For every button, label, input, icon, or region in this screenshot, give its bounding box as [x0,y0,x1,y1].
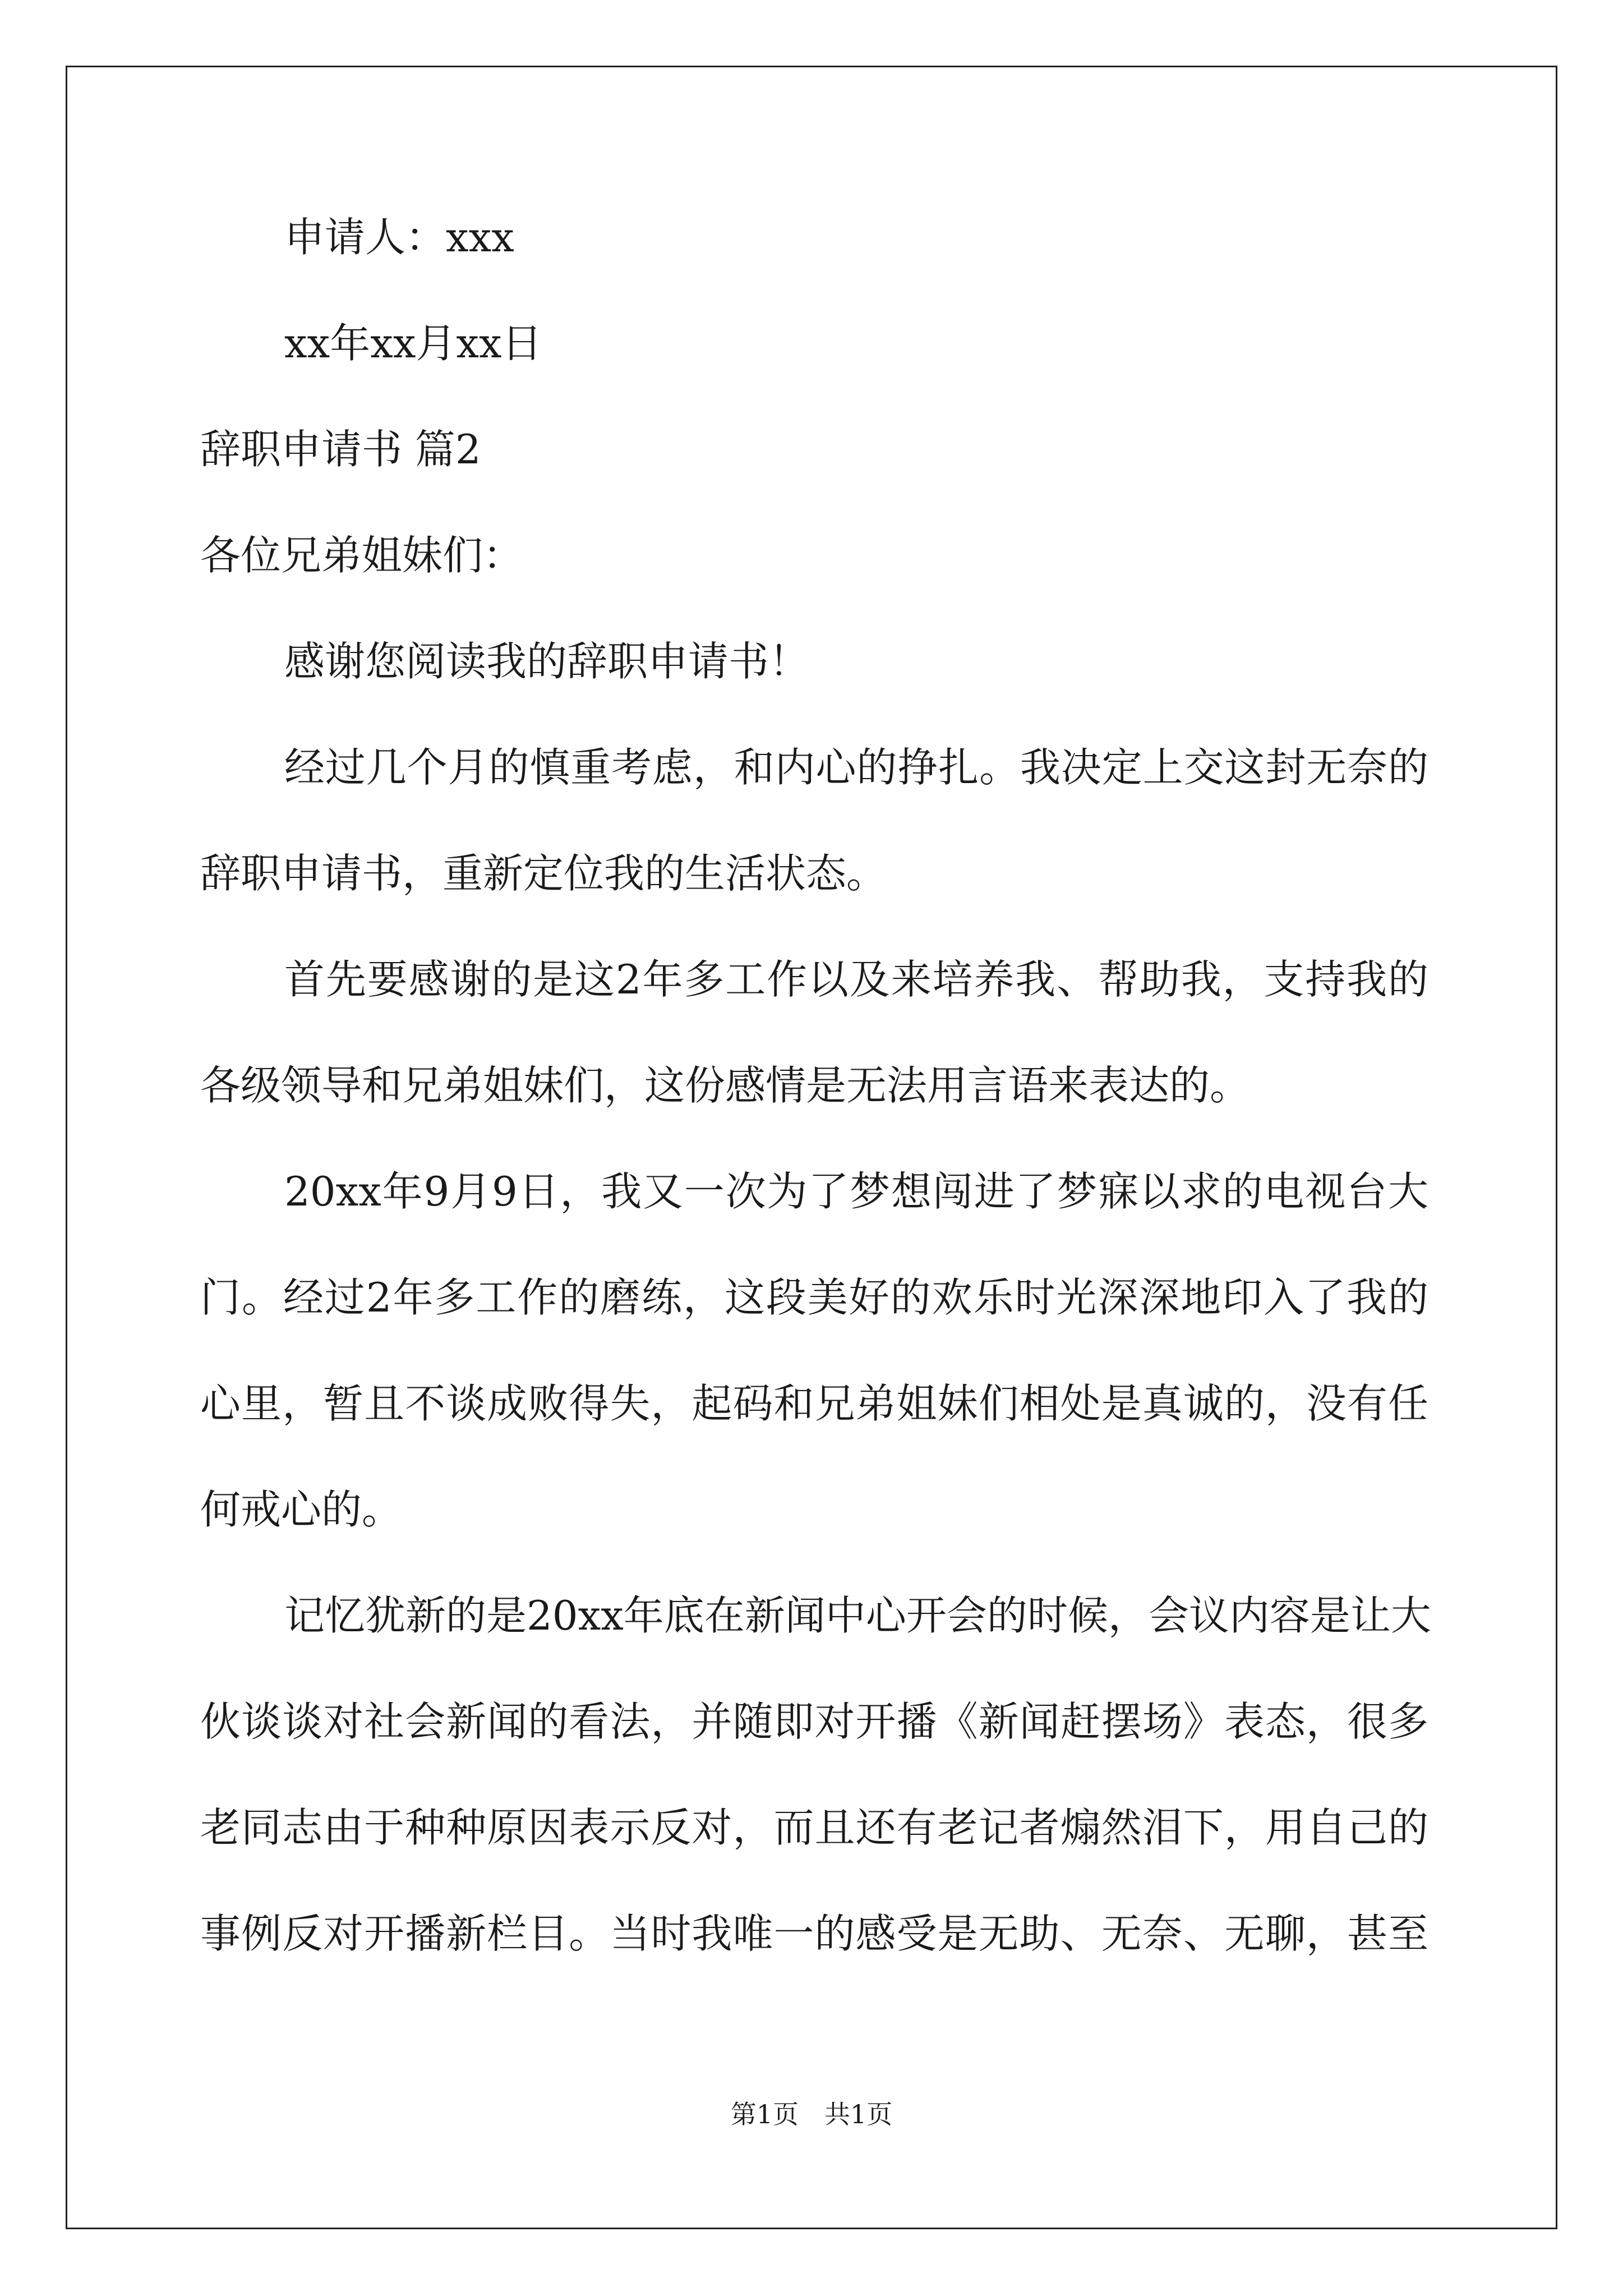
paragraph [200,953,1428,1112]
paragraph [200,1589,1431,1961]
paragraph-line: 各级领导和兄弟姐妹们，这份感情是无法用言语来表达的。 [200,1062,1251,1109]
paragraph-line: 感谢您阅读我的辞职申请书！ [284,638,810,685]
salutation: 各位兄弟姐妹们： [200,532,524,579]
paragraph [200,740,1428,900]
paragraph-line: 何戒心的。 [200,1486,403,1533]
paragraph-line: 首先要感谢的是这2年多工作以及来培养我、帮助我，支持我的 [284,956,1428,1003]
paragraph-line: 记忆犹新的是20xx年底在新闻中心开会的时候，会议内容是让大 [284,1592,1431,1639]
paragraph-line: 事例反对开播新栏目。当时我唯一的感受是无助、无奈、无聊，甚至 [200,1910,1428,1957]
paragraph-line: 伙谈谈对社会新闻的看法，并随即对开播《新闻赶摆场》表态，很多 [200,1698,1428,1745]
paragraph-line: 门。经过2年多工作的磨练，这段美好的欢乐时光深深地印入了我的 [200,1274,1428,1321]
paragraph [200,634,1428,688]
paragraph-line: 经过几个月的慎重考虑，和内心的挣扎。我决定上交这封无奈的 [284,744,1428,791]
paragraph-line: 老同志由于种种原因表示反对，而且还有老记者煽然泪下，用自己的 [200,1804,1428,1851]
paragraph-line: 辞职申请书，重新定位我的生活状态。 [200,850,887,897]
page-number: 第1页 共1页 [730,2099,893,2129]
document-body [200,210,1431,2013]
paragraph-line: 心里，暂且不谈成败得失，起码和兄弟姐妹们相处是真诚的，没有任 [200,1380,1428,1427]
paragraph-line: 20xx年9月9日，我又一次为了梦想闯进了梦寐以求的电视台大 [284,1168,1428,1215]
applicant-line: 申请人：xxx [284,214,514,261]
date-line: xx年xx月xx日 [284,320,542,367]
paragraph [200,1165,1428,1536]
section-heading: 辞职申请书 篇2 [200,426,481,473]
